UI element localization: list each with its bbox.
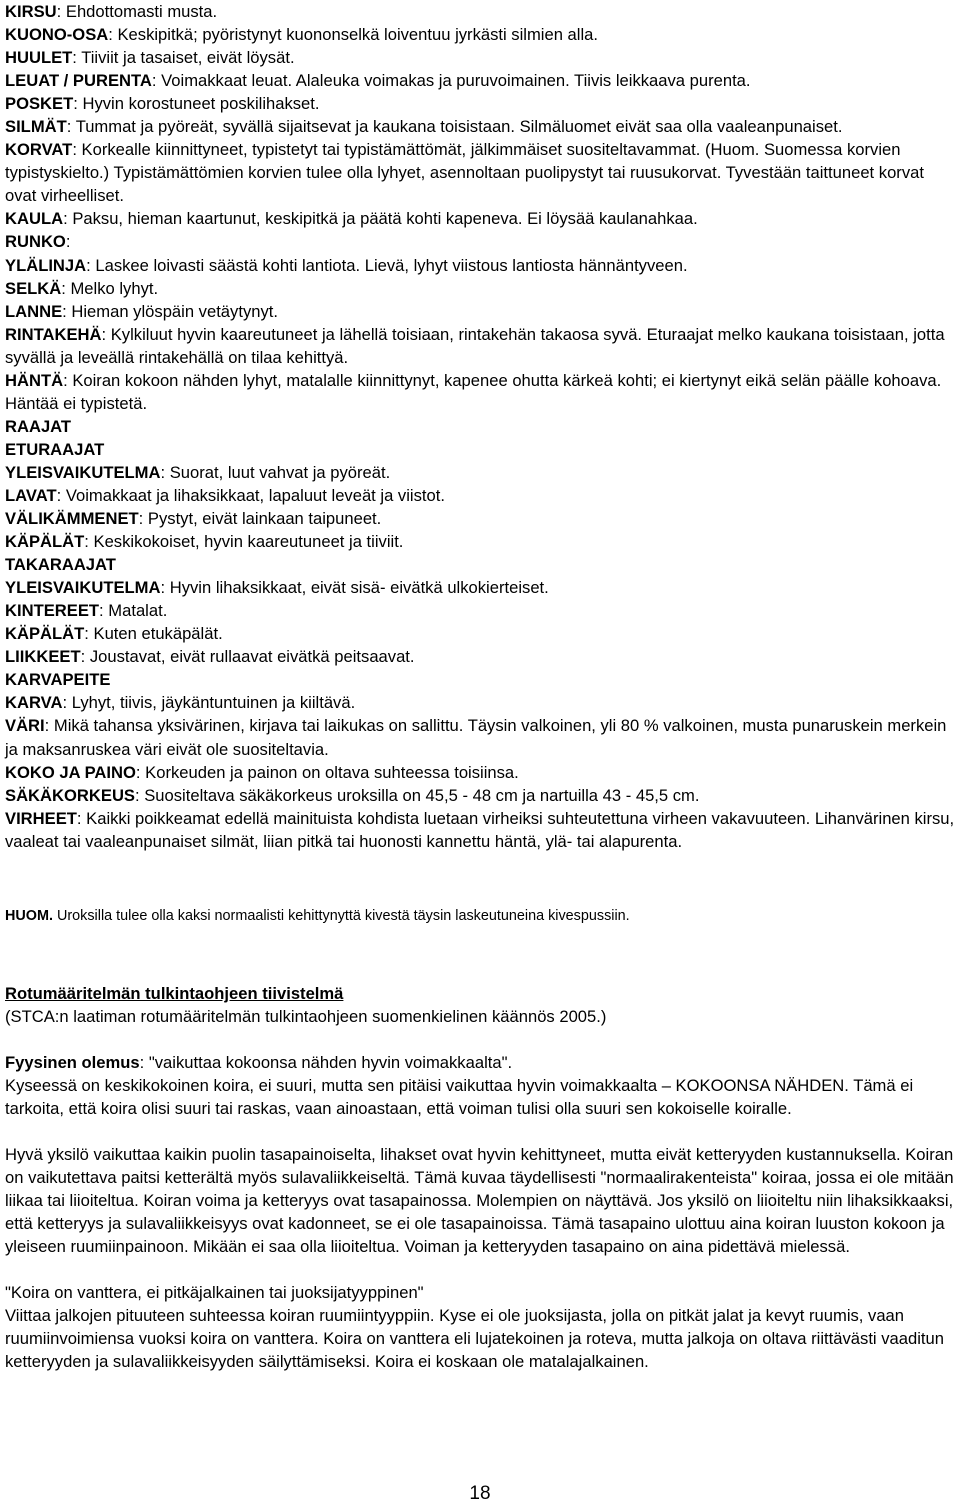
item-key: VÄLIKÄMMENET	[5, 509, 139, 529]
standard-item: RINTAKEHÄ: Kylkiluut hyvin kaareutuneet ja lähellä toisiaan, rintakehän takaosa syvä. Eturaajat melko kaukana toisistaan, jotta syvällä ja leveällä rintakehällä on tilaa kehittyä.	[5, 324, 945, 367]
page-number: 18	[469, 1483, 491, 1504]
section-heading-text: KARVAPEITE	[5, 670, 111, 690]
item-key: KOKO JA PAINO	[5, 762, 136, 782]
section-heading-text: TAKARAAJAT	[5, 555, 116, 575]
standard-item: KÄPÄLÄT: Keskikokoiset, hyvin kaareutuneet ja tiiviit.	[5, 532, 404, 552]
item-key: VIRHEET	[5, 808, 77, 828]
item-key: KORVAT	[5, 140, 73, 160]
note-paragraph	[5, 906, 955, 926]
item-text: Voimakkaat ja lihaksikkaat, lapaluut leveät ja viistot.	[65, 485, 445, 505]
standard-item: KÄPÄLÄT: Kuten etukäpälät.	[5, 624, 223, 644]
standard-item: VIRHEET: Kaikki poikkeamat edellä mainituista kohdista luetaan virheiksi suhteutettuna virheen vakavuuteen. Lihanvärinen kirsu, vaaleat tai vaaleanpunaiset silmät, liian pitkä tai huonosti kannettu häntä, ylä- tai alapurenta.	[5, 808, 955, 851]
section-heading-text: RAAJAT	[5, 416, 72, 436]
item-text: Tiiviit ja tasaiset, eivät löysät.	[81, 48, 295, 68]
item-key: KÄPÄLÄT	[5, 532, 85, 552]
standard-item: HÄNTÄ: Koiran kokoon nähden lyhyt, matalalle kiinnittynyt, kapenee ohutta kärkeä kohti; ei kiertynyt eikä selän päälle kohoava. Häntää ei typistetä.	[5, 370, 942, 413]
item-key: VÄRI	[5, 716, 45, 736]
standard-item: LEUAT / PURENTA: Voimakkaat leuat. Alaleuka voimakas ja puruvoimainen. Tiivis leikkaava purenta.	[5, 71, 751, 91]
standard-item: POSKET: Hyvin korostuneet poskilihakset.	[5, 94, 320, 114]
standard-item: YLEISVAIKUTELMA: Hyvin lihaksikkaat, eivät sisä- eivätkä ulkokierteiset.	[5, 578, 549, 598]
item-key: YLÄLINJA	[5, 255, 87, 275]
item-text: Matalat.	[108, 601, 168, 621]
standard-item: LANNE: Hieman ylöspäin vetäytynyt.	[5, 301, 278, 321]
standard-item: KORVAT: Korkealle kiinnittyneet, typistetyt tai typistämättömät, jälkimmäiset suositeltavammat. (Huom. Suomessa korvien typistyskielto.) Typistämättömien korvien tulee olla lyhyet, asennoltaan puolipystyt tai ruusukorvat. Tyvestään taittuneet korvat ovat virheelliset.	[5, 140, 924, 206]
summary-section	[5, 982, 955, 1373]
standard-item: KIRSU: Ehdottomasti musta.	[5, 2, 218, 21]
standard-item: KARVA: Lyhyt, tiivis, jäykäntuntuinen ja kiiltävä.	[5, 693, 356, 713]
section1-quote: : "vaikuttaa kokoonsa nähden hyvin voimakkaalta".	[139, 1053, 513, 1072]
item-text: Kaikki poikkeamat edellä mainituista kohdista luetaan virheiksi suhteutettuna virheen vakavuuteen. Lihanvärinen kirsu, vaaleat tai vaaleanpunaiset silmät, liian pitkä tai huonosti kannettu häntä, ylä- tai alapurenta.	[5, 808, 955, 851]
item-text: Kylkiluut hyvin kaareutuneet ja lähellä toisiaan, rintakehän takaosa syvä. Eturaajat melko kaukana toisistaan, jotta syvällä ja leveällä rintakehällä on tilaa kehittyä.	[5, 324, 945, 367]
standard-item: KINTEREET: Matalat.	[5, 601, 168, 621]
item-key: RINTAKEHÄ	[5, 324, 102, 344]
section1-text: Kyseessä on keskikokoinen koira, ei suuri, mutta sen pitäisi vaikuttaa hyvin voimakkaalta – KOKOONSA NÄHDEN. Tämä ei tarkoita, että koira olisi suuri tai raskas, vaan ainoastaan, että voiman tulisi olla suuri sen kokoiselle koiralle.	[5, 1076, 914, 1118]
item-key: KIRSU	[5, 2, 57, 21]
item-text: Tummat ja pyöreät, syvällä sijaitsevat ja kaukana toisistaan. Silmäluomet eivät saa olla vaaleanpunaiset.	[75, 117, 843, 137]
paragraph-3: Viittaa jalkojen pituuteen suhteessa koiran ruumiintyyppiin. Kyse ei ole juoksijasta, jolla on pitkät jalat ja kevyt ruumis, vaan ruumiinvoimiensa vuoksi koira on vanttera. Koira on vanttera eli lujatekoinen ja roteva, mutta jalkoja on oltava riittävästi vaaditun ketteryyden ja sulavaliikkeisyyden säilyttämiseksi. Koira ei koskaan ole matalajalkainen.	[5, 1306, 944, 1371]
item-text: Korkealle kiinnittyneet, typistetyt tai typistämättömät, jälkimmäiset suositeltavammat. (Huom. Suomessa korvien typistyskielto.) Typistämättömien korvien tulee olla lyhyet, asennoltaan puolipystyt tai ruusukorvat. Tyvestään taittuneet korvat ovat virheelliset.	[5, 140, 924, 206]
standard-item: KUONO-OSA: Keskipitkä; pyöristynyt kuononselkä loiventuu jyrkästi silmien alla.	[5, 25, 598, 45]
note-key: HUOM.	[5, 908, 53, 924]
item-text: Lyhyt, tiivis, jäykäntuntuinen ja kiiltävä.	[71, 693, 356, 713]
breed-standard-list	[5, 0, 955, 853]
section-heading-text: ETURAAJAT	[5, 439, 105, 459]
item-key: RUNKO	[5, 232, 66, 252]
standard-item: YLÄLINJA: Laskee loivasti säästä kohti lantiota. Lievä, lyhyt viistous lantiosta hännäntyveen.	[5, 255, 688, 275]
item-key: LAVAT	[5, 485, 57, 505]
item-key: KUONO-OSA	[5, 25, 109, 45]
item-key: HUULET	[5, 48, 73, 68]
item-key: POSKET	[5, 94, 74, 114]
standard-item: VÄRI: Mikä tahansa yksivärinen, kirjava tai laikukas on sallittu. Täysin valkoinen, yli 80 % valkoinen, musta punaruskein merkein ja maksanruskea väri eivät ole suositeltavia.	[5, 716, 947, 759]
item-text: Ehdottomasti musta.	[65, 2, 218, 21]
item-key: SÄKÄKORKEUS	[5, 785, 135, 805]
item-key: KARVA	[5, 693, 63, 713]
standard-item: SELKÄ: Melko lyhyt.	[5, 278, 159, 298]
item-text: Voimakkaat leuat. Alaleuka voimakas ja puruvoimainen. Tiivis leikkaava purenta.	[161, 71, 751, 91]
section-heading	[5, 415, 955, 438]
standard-item: LIIKKEET: Joustavat, eivät rullaavat eivätkä peitsaavat.	[5, 647, 415, 667]
standard-item: YLEISVAIKUTELMA: Suorat, luut vahvat ja pyöreät.	[5, 462, 391, 482]
item-text: Keskipitkä; pyöristynyt kuononselkä loiventuu jyrkästi silmien alla.	[117, 25, 598, 45]
item-text: Pystyt, eivät lainkaan taipuneet.	[147, 509, 382, 529]
item-text: Suositeltava säkäkorkeus uroksilla on 45,5 - 48 cm ja nartuilla 43 - 45,5 cm.	[144, 785, 700, 805]
section1-key: Fyysinen olemus	[5, 1053, 140, 1072]
standard-item: HUULET: Tiiviit ja tasaiset, eivät löysät.	[5, 48, 295, 68]
standard-item: RUNKO:	[5, 232, 71, 252]
quote-2: "Koira on vanttera, ei pitkäjalkainen tai juoksijatyyppinen"	[5, 1283, 424, 1302]
item-text: Laskee loivasti säästä kohti lantiota. Lievä, lyhyt viistous lantiosta hännäntyveen.	[95, 255, 688, 275]
item-key: LIIKKEET	[5, 647, 81, 667]
standard-item: KAULA: Paksu, hieman kaartunut, keskipitkä ja päätä kohti kapeneva. Ei löysää kaulanahkaa.	[5, 209, 698, 229]
paragraph-2: Hyvä yksilö vaikuttaa kaikin puolin tasapainoiselta, lihakset ovat hyvin kehittyneet, mutta eivät ketteryyden kustannuksella. Koiran on vaikutettava paitsi ketterältä myös sulavaliikkeiseltä. Tämä kuvaa täydellisesti "normaalirakenteista" koiraa, jossa ei ole mitään liikaa tai liioiteltua. Koiran voima ja ketteryys ovat tasapainossa. Molempien on näyttävä. Jos yksilö on liioiteltu niin lihaksikkaaksi, että ketteryys ja sulavaliikkeisyys ovat kadonneet, se ei ole tasapainoissa. Tämä tasapaino ulottuu aina koiran luuston kokoon ja yleiseen ruumiinpainoon. Mikään ei saa olla liioiteltua. Voiman ja ketteryyden tasapaino on aina pidettävä mielessä.	[5, 1145, 954, 1256]
item-text: Melko lyhyt.	[70, 278, 159, 298]
item-text: Keskikokoiset, hyvin kaareutuneet ja tiiviit.	[93, 532, 404, 552]
standard-item: KOKO JA PAINO: Korkeuden ja painon on oltava suhteessa toisiinsa.	[5, 762, 519, 782]
item-key: SILMÄT	[5, 117, 67, 137]
item-text: Hieman ylöspäin vetäytynyt.	[71, 301, 278, 321]
section-heading	[5, 553, 955, 576]
item-text: Suorat, luut vahvat ja pyöreät.	[169, 462, 391, 482]
section-heading	[5, 438, 955, 461]
summary-title: Rotumääritelmän tulkintaohjeen tiivistelmä	[5, 984, 344, 1003]
standard-item: LAVAT: Voimakkaat ja lihaksikkaat, lapaluut leveät ja viistot.	[5, 485, 445, 505]
item-text: Kuten etukäpälät.	[93, 624, 223, 644]
item-key: LANNE	[5, 301, 63, 321]
standard-item: VÄLIKÄMMENET: Pystyt, eivät lainkaan taipuneet.	[5, 509, 382, 529]
item-text: Hyvin lihaksikkaat, eivät sisä- eivätkä ulkokierteiset.	[169, 578, 549, 598]
item-key: YLEISVAIKUTELMA	[5, 578, 161, 598]
summary-subtitle: (STCA:n laatiman rotumääritelmän tulkintaohjeen suomenkielinen käännös 2005.)	[5, 1007, 607, 1026]
standard-item: SILMÄT: Tummat ja pyöreät, syvällä sijaitsevat ja kaukana toisistaan. Silmäluomet eivät saa olla vaaleanpunaiset.	[5, 117, 843, 137]
item-key: KINTEREET	[5, 601, 100, 621]
item-text: Joustavat, eivät rullaavat eivätkä peitsaavat.	[89, 647, 415, 667]
section-heading	[5, 668, 955, 691]
item-text: Koiran kokoon nähden lyhyt, matalalle kiinnittynyt, kapenee ohutta kärkeä kohti; ei kiertynyt eikä selän päälle kohoava. Häntää ei typistetä.	[5, 370, 942, 413]
note-text: Uroksilla tulee olla kaksi normaalisti kehittynyttä kivestä täysin laskeutuneina kivespussiin.	[56, 908, 630, 924]
item-text: Hyvin korostuneet poskilihakset.	[82, 94, 320, 114]
item-text: Korkeuden ja painon on oltava suhteessa toisiinsa.	[145, 762, 519, 782]
item-key: KAULA	[5, 209, 64, 229]
item-key: KÄPÄLÄT	[5, 624, 85, 644]
item-key: LEUAT / PURENTA	[5, 71, 152, 91]
item-key: HÄNTÄ	[5, 370, 64, 390]
item-key: YLEISVAIKUTELMA	[5, 462, 161, 482]
item-text: Mikä tahansa yksivärinen, kirjava tai laikukas on sallittu. Täysin valkoinen, yli 80 % valkoinen, musta punaruskein merkein ja maksanruskea väri eivät ole suositeltavia.	[5, 716, 947, 759]
item-key: SELKÄ	[5, 278, 62, 298]
standard-item: SÄKÄKORKEUS: Suositeltava säkäkorkeus uroksilla on 45,5 - 48 cm ja nartuilla 43 - 45,5 cm.	[5, 785, 700, 805]
item-text: Paksu, hieman kaartunut, keskipitkä ja päätä kohti kapeneva. Ei löysää kaulanahkaa.	[72, 209, 698, 229]
